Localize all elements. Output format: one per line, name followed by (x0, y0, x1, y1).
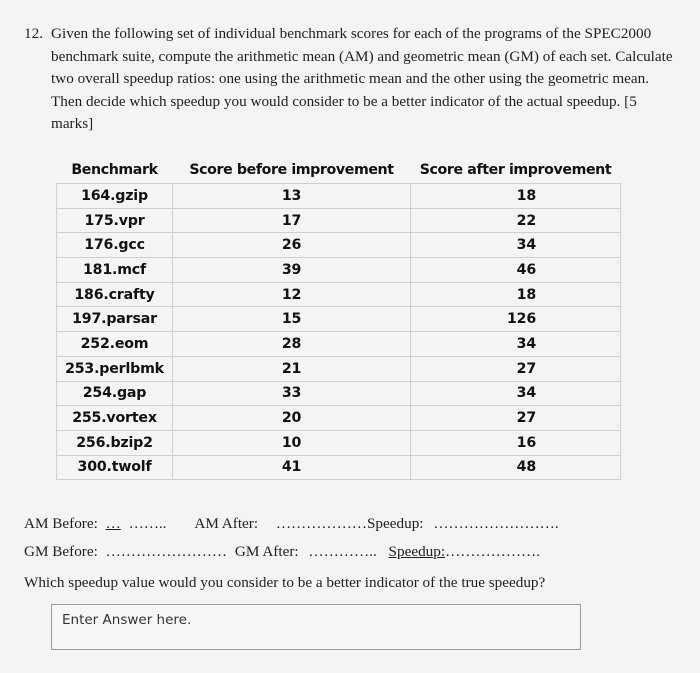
cell-score-after: 27 (411, 356, 621, 381)
table-row (57, 233, 621, 258)
cell-benchmark: 164.gzip (57, 184, 173, 209)
gm-after-label: GM After: (234, 543, 299, 560)
gm-before-label: GM Before: (24, 543, 98, 560)
table-row (57, 282, 621, 307)
am-after-blank[interactable]: ……………… (275, 515, 367, 532)
cell-benchmark: 252.eom (57, 332, 173, 357)
am-before-blank-dots: …….. (128, 515, 167, 532)
table-row (57, 406, 621, 431)
cell-score-after: 34 (411, 332, 621, 357)
cell-benchmark: 197.parsar (57, 307, 173, 332)
cell-benchmark: 300.twolf (57, 455, 173, 480)
cell-score-before: 12 (173, 282, 411, 307)
cell-score-after: 27 (411, 406, 621, 431)
cell-benchmark: 253.perlbmk (57, 356, 173, 381)
am-line (24, 515, 559, 533)
cell-score-before: 33 (173, 381, 411, 406)
cell-score-before: 17 (173, 208, 411, 233)
cell-score-before: 20 (173, 406, 411, 431)
cell-score-before: 41 (173, 455, 411, 480)
table-row (57, 455, 621, 480)
gm-line (24, 543, 540, 561)
gm-after-blank[interactable]: ………….. (308, 543, 377, 560)
cell-score-before: 15 (173, 307, 411, 332)
cell-benchmark: 256.bzip2 (57, 430, 173, 455)
cell-score-after: 46 (411, 258, 621, 283)
table-row (57, 208, 621, 233)
benchmark-table (56, 157, 621, 480)
column-header-benchmark: Benchmark (71, 162, 158, 178)
cell-score-before: 13 (173, 184, 411, 209)
gm-speedup-label: Speedup: (388, 543, 446, 560)
cell-score-after: 16 (411, 430, 621, 455)
answer-box (51, 604, 581, 650)
table-row (57, 430, 621, 455)
am-before-label: AM Before: (24, 515, 98, 532)
cell-score-before: 26 (173, 233, 411, 258)
column-header-score-before: Score before improvement (189, 162, 394, 178)
cell-benchmark: 176.gcc (57, 233, 173, 258)
cell-score-after: 22 (411, 208, 621, 233)
question-block (24, 23, 674, 136)
am-speedup-blank[interactable]: ……………………. (433, 515, 559, 532)
cell-score-after: 34 (411, 233, 621, 258)
gm-before-blank[interactable]: …………………… (105, 543, 228, 560)
table-row (57, 258, 621, 283)
am-after-label: AM After: (194, 515, 259, 532)
final-question-prompt: Which speedup value would you consider to be a better indicator of the true speedup? (24, 574, 546, 591)
table-header-row (57, 157, 621, 184)
table-row (57, 307, 621, 332)
cell-score-before: 10 (173, 430, 411, 455)
cell-benchmark: 181.mcf (57, 258, 173, 283)
cell-score-after: 18 (411, 184, 621, 209)
cell-score-after: 126 (411, 307, 621, 332)
question-number: 12. (24, 25, 43, 42)
cell-score-before: 21 (173, 356, 411, 381)
cell-score-after: 18 (411, 282, 621, 307)
table-row (57, 184, 621, 209)
cell-score-after: 34 (411, 381, 621, 406)
am-before-blank[interactable]: … (105, 515, 121, 532)
table-row (57, 332, 621, 357)
gm-speedup-blank[interactable]: ………………. (445, 543, 540, 560)
cell-benchmark: 175.vpr (57, 208, 173, 233)
cell-benchmark: 254.gap (57, 381, 173, 406)
column-header-score-after: Score after improvement (419, 162, 612, 178)
cell-score-after: 48 (411, 455, 621, 480)
question-text: Given the following set of individual benchmark scores for each of the programs of the SPEC2000 benchmark suite, compute the arithmetic mean (AM) and geometric mean (GM) of each set. Calculate two overall speedup ratios: one using the arithmetic mean and the other using the geometric mean. Then decide which speedup you would consider to be a better indicator of the actual speedup. [5 marks] (51, 25, 673, 132)
cell-score-before: 28 (173, 332, 411, 357)
am-speedup-label: Speedup: (366, 515, 424, 532)
cell-score-before: 39 (173, 258, 411, 283)
table-row (57, 356, 621, 381)
table-row (57, 381, 621, 406)
answer-input[interactable] (52, 605, 580, 649)
cell-benchmark: 255.vortex (57, 406, 173, 431)
cell-benchmark: 186.crafty (57, 282, 173, 307)
